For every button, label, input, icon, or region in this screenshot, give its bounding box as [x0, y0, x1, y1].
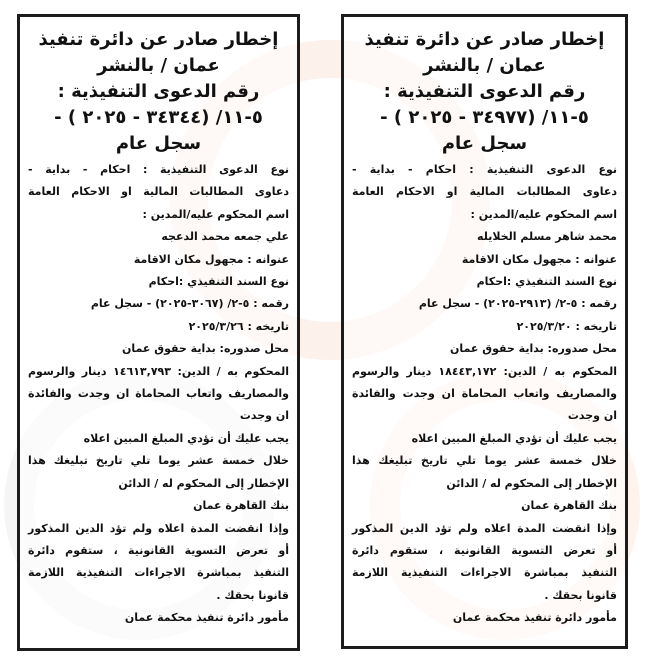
notice-body-line: اسم المحكوم عليه/المدين : [470, 207, 617, 221]
notice-title-line: عمان / بالنشر [97, 55, 220, 76]
notice-title-line: ٥-١١/ (٣٤٣٤٤ - ٢٠٢٥ ) - [54, 107, 263, 128]
notice-title-line: إخطار صادر عن دائرة تنفيذ [364, 29, 605, 50]
notice-body-line: المحكوم به / الدين: ١٤٦١٣,٧٩٣ دينار والرسوم [28, 364, 289, 378]
notice-body [28, 159, 289, 630]
notice-body-line: رقمه : ٥-٢/ (٢٩١٣-٢٠٢٥) - سجل عام [418, 297, 617, 311]
notice-body-line: يجب عليك أن تؤدي المبلغ المبين اعلاه [83, 431, 289, 445]
notice-body-line: تاريخه : ٢٠٢٥/٣/٢٦ [188, 319, 289, 333]
notice-body-line: نوع الدعوى التنفيذية : احكام - بداية - [28, 163, 289, 176]
notice-title-line: رقم الدعوى التنفيذية : [383, 81, 586, 102]
notice-body-line: نوع السند التنفيذي :احكام [148, 275, 289, 289]
notice-body-line: علي جمعه محمد الدعجه [161, 230, 289, 244]
notice-body [352, 159, 617, 630]
notice-body-line: خلال خمسة عشر يوما تلي تاريخ تبليغك هذا [28, 454, 289, 468]
notice-title-line: ٥-١١/ (٣٤٩٧٧ - ٢٠٢٥ ) - [380, 107, 589, 128]
notice-body-line: قانونا بحقك . [216, 588, 289, 602]
notice-body-line: وإذا انقضت المدة اعلاه ولم تؤد الدين المذكور [28, 521, 289, 535]
notice-body-line: مأمور دائرة تنفيذ محكمة عمان [124, 611, 289, 625]
notice-right [341, 14, 628, 649]
notice-body-line: الإخطار إلى المحكوم له / الدائن [118, 476, 289, 490]
notice-body-line: التنفيذ بمباشرة الاجراءات التنفيذية اللازمة [28, 566, 289, 580]
notice-body-line: خلال خمسة عشر يوما تلي تاريخ تبليغك هذا [352, 454, 617, 468]
notice-body-line: ان وجدت [239, 409, 289, 423]
notice-body-line: والمصاريف واتعاب المحاماة ان وجدت والفائدة [352, 387, 617, 401]
notice-body-line: أو تعرض التسوية القانونية ، ستقوم دائرة [352, 543, 617, 557]
notice-body-line: ان وجدت [567, 409, 617, 423]
notice-title-line: عمان / بالنشر [423, 55, 546, 76]
notice-title-line: إخطار صادر عن دائرة تنفيذ [38, 29, 279, 50]
notice-body-line: قانونا بحقك . [544, 588, 617, 602]
notice-body-line: مأمور دائرة تنفيذ محكمة عمان [452, 611, 617, 625]
notice-body-line: عنوانه : مجهول مكان الاقامة [461, 252, 617, 266]
notice-body-line: بنك القاهرة عمان [521, 499, 617, 513]
notice-body-line: محمد شاهر مسلم الخلايله [477, 230, 617, 244]
notice-body-line: يجب عليك أن تؤدي المبلغ المبين اعلاه [411, 431, 617, 445]
notice-body-line: محل صدوره: بداية حقوق عمان [122, 342, 289, 356]
notice-body-line: بنك القاهرة عمان [193, 499, 289, 513]
notice-body-line: أو تعرض التسوية القانونية ، ستقوم دائرة [28, 543, 289, 557]
notice-body-line: دعاوى المطالبات المالية او الاحكام العامة [28, 185, 289, 199]
notice-title-line: رقم الدعوى التنفيذية : [57, 81, 260, 102]
notice-body-line: التنفيذ بمباشرة الاجراءات التنفيذية اللازمة [352, 566, 617, 580]
notice-body-line: نوع الدعوى التنفيذية : احكام - بداية - [352, 163, 617, 176]
notice-body-line: وإذا انقضت المدة اعلاه ولم تؤد الدين المذكور [352, 521, 617, 535]
notice-body-line: نوع السند التنفيذي :احكام [476, 275, 617, 289]
notice-title-line: سجل عام [115, 133, 202, 154]
notice-body-line: محل صدوره: بداية حقوق عمان [450, 342, 617, 356]
notice-body-line: تاريخه : ٢٠٢٥/٣/٢٠ [516, 319, 617, 333]
notice-body-line: رقمه : ٥-٢/ (٣٠٦٧-٢٠٢٥) - سجل عام [90, 297, 289, 311]
notice-body-line: اسم المحكوم عليه/المدين : [142, 207, 289, 221]
notice-body-line: دعاوى المطالبات المالية او الاحكام العامة [352, 185, 617, 199]
notice-body-line: الإخطار إلى المحكوم له / الدائن [446, 476, 617, 490]
notice-body-line: عنوانه : مجهول مكان الاقامة [133, 252, 289, 266]
notice-left [17, 14, 300, 651]
notice-title-line: سجل عام [441, 133, 528, 154]
notice-body-line: المحكوم به / الدين: ١٨٤٤٣,١٧٢ دينار والرسوم [352, 364, 617, 378]
notice-body-line: والمصاريف واتعاب المحاماة ان وجدت والفائدة [28, 387, 289, 401]
